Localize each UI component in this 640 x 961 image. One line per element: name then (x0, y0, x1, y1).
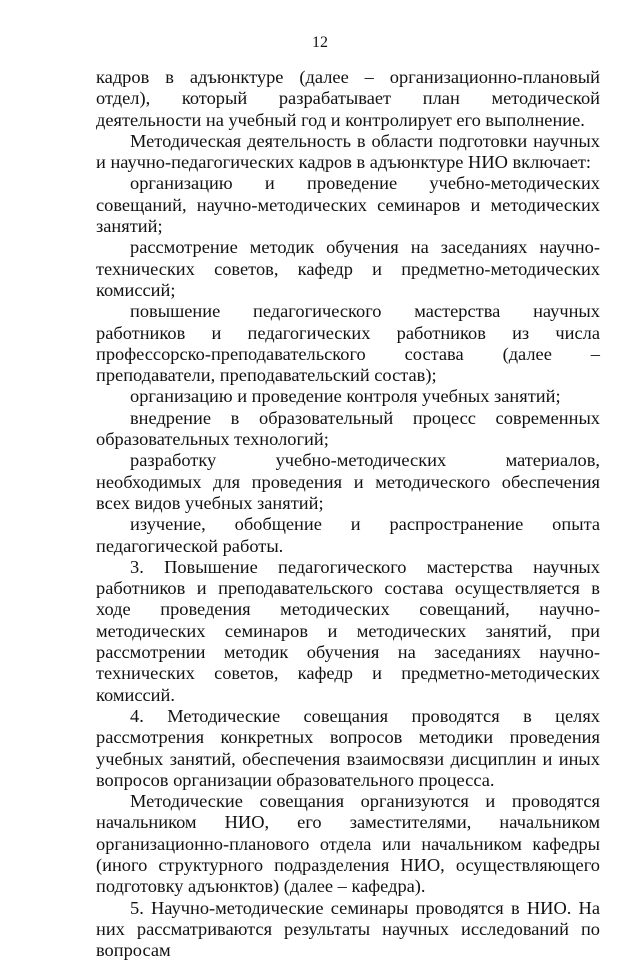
page-number: 12 (312, 34, 328, 51)
document-body (96, 67, 600, 961)
list-item: организацию и проведение контроля учебных занятий; (130, 386, 561, 407)
paragraph: Методическая деятельность в области подготовки научных и научно-педагогических кадров в адъюнктуре НИО включает: (96, 130, 600, 173)
list-item: организацию и проведение учебно-методических совещаний, научно-методических семинаров и методических занятий; (96, 173, 600, 237)
list-item: повышение педагогического мастерства научных работников и педагогических работников из числа профессорско-преподавательского состава (далее – преподаватели, преподавательский состав); (96, 301, 600, 386)
paragraph: кадров в адъюнктуре (далее – организационно-плановый отдел), который разрабатывает план методической деятельности на учебный год и контролирует его выполнение. (96, 67, 600, 130)
list-item: разработку учебно-методических материалов, необходимых для проведения и методического обеспечения всех видов учебных занятий; (96, 450, 600, 513)
list-item: изучение, обобщение и распространение опыта педагогической работы. (96, 514, 600, 556)
list-item: рассмотрение методик обучения на заседаниях научно-технических советов, кафедр и предметно-методических комиссий; (96, 237, 600, 300)
paragraph: 5. Научно-методические семинары проводятся в НИО. На них рассматриваются результаты научных исследований по вопросам (96, 897, 600, 961)
paragraph: 4. Методические совещания проводятся в целях рассмотрения конкретных вопросов методики проведения учебных занятий, обеспечения взаимосвязи дисциплин и иных вопросов организации образовательного процесса. (96, 705, 600, 790)
paragraph: 3. Повышение педагогического мастерства научных работников и преподавательского состава осуществляется в ходе проведения методических совещаний, научно-методических семинаров и методических занятий, при рассмотрении методик обучения на заседаниях научно-технических советов, кафедр и предметно-методических комиссий. (96, 556, 600, 705)
list-item: внедрение в образовательный процесс современных образовательных технологий; (96, 407, 600, 450)
paragraph: Методические совещания организуются и проводятся начальником НИО, его заместителями, начальником организационно-планового отдела или начальником кафедры (иного структурного подразделения НИО, осуществляющего подготовку адъюнктов) (далее – кафедра). (96, 791, 600, 897)
